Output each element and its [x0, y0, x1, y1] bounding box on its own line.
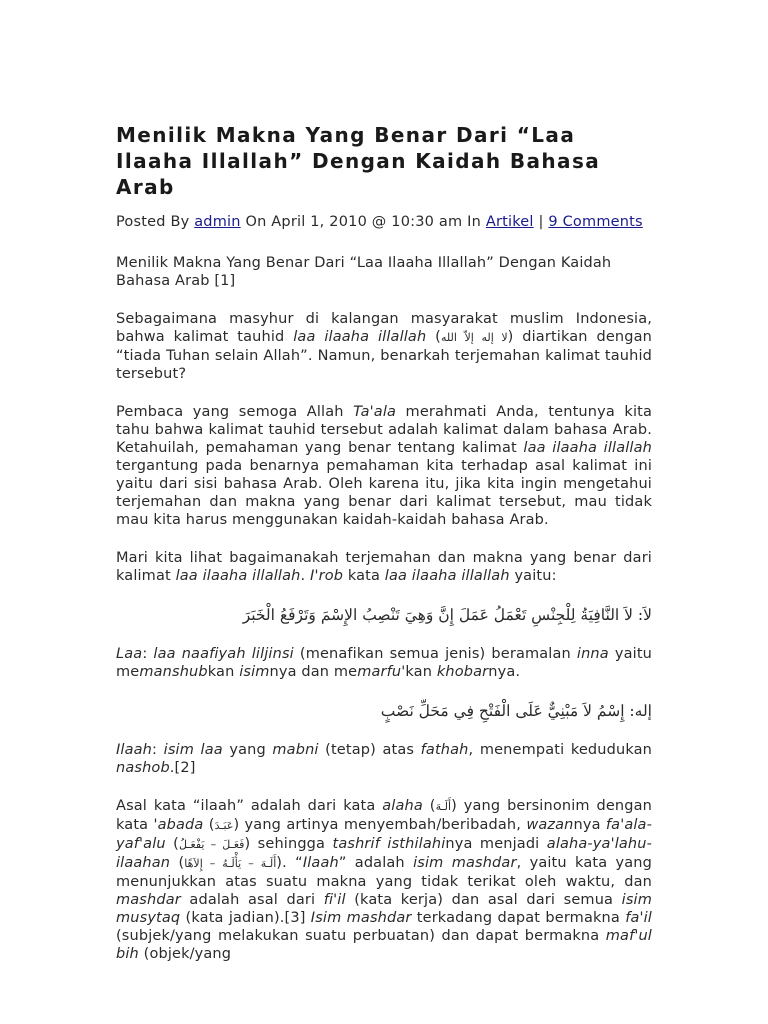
meta-separator: |	[538, 214, 544, 230]
text: (tetap) atas	[318, 742, 421, 758]
text: (menafikan semua jenis) beramalan	[293, 646, 577, 662]
term: laa ilaaha illallah	[523, 440, 652, 456]
text: (objek/yang	[138, 946, 232, 962]
term: mabni	[272, 742, 319, 758]
category-link[interactable]: Artikel	[485, 214, 534, 230]
intro-paragraph: Menilik Makna Yang Benar Dari “Laa Ilaaha Illallah” Dengan Kaidah Bahasa Arab [1]	[116, 255, 612, 289]
text: nya.	[488, 664, 521, 680]
text: (	[170, 855, 185, 871]
text: ) yang artinya menyembah/beribadah,	[233, 817, 527, 833]
text: yaitu:	[509, 568, 557, 584]
paragraph-2	[116, 403, 652, 529]
author-link[interactable]: admin	[194, 214, 241, 230]
text: , yaitu kata yang menunjukkan atas suatu makna yang tidak terikat oleh waktu, dan	[116, 855, 652, 890]
arabic-inline: لا إله إلاّ الله	[440, 331, 508, 344]
term: Ilaah	[302, 855, 339, 871]
text: Mari kita lihat bagaimanakah terjemahan dan makna yang benar dari kalimat	[116, 550, 652, 584]
term: inna	[576, 646, 609, 662]
text: adalah asal dari	[180, 892, 324, 908]
term: tashrif isthilahi	[332, 836, 446, 852]
arabic-inline: عَبَـدَ	[214, 819, 234, 832]
term: laa ilaaha illallah	[175, 568, 301, 584]
term: alaha-ya'lahu-ilaahan	[116, 836, 652, 871]
text: tergantung pada benarnya pemahaman kita terhadap asal kalimat ini yaitu dari sisi bahasa Arab. Oleh karena itu, jika kita ingin mengetahui terjemahan dan makna yang benar dari kalimat tersebut, mau tidak mau kita harus menggunakan kaidah-kaidah bahasa Arab.	[116, 458, 652, 528]
text: terkadang dapat bermakna	[411, 910, 626, 926]
post-meta	[116, 214, 652, 231]
posted-by-label: Posted By	[116, 214, 190, 230]
arabic-irob-laa: لاَ: لاَ النَّافِيَةُ لِلْجِنْسِ تَعْمَلُ عَمَلَ إِنَّ وَهِيَ تَنْصِبُ الإِسْمَ وَتَرْفَعُ الْخَبَرَ	[242, 606, 652, 624]
article	[116, 122, 652, 983]
term: isim	[239, 664, 270, 680]
text: ) sehingga	[244, 836, 333, 852]
term: fi'il	[323, 892, 346, 908]
term: Ta'ala	[353, 404, 397, 420]
term: wazan	[526, 817, 574, 833]
text: nya menjadi	[445, 836, 547, 852]
text: nya dan me	[269, 664, 358, 680]
term: Laa	[116, 646, 143, 662]
text: (	[422, 798, 436, 814]
text: merahmati Anda, tentunya kita tahu bahwa kalimat tauhid tersebut adalah kalimat dalam bahasa Arab. Ketahuilah, pemahaman yang benar tentang kalimat	[116, 404, 652, 456]
text: ). “	[276, 855, 303, 871]
on-label: On	[245, 214, 267, 230]
term: fa'il	[625, 910, 652, 926]
text: ” adalah	[338, 855, 414, 871]
article-title: Menilik Makna Yang Benar Dari “Laa Ilaaha Illallah” Dengan Kaidah Bahasa Arab	[116, 123, 601, 199]
arabic-irob-ilaah: إله: إِسْمُ لاَ مَبْنِيٌّ عَلَى الْفَتْحِ فِي مَحَلِّ نَصْبٍ	[380, 702, 652, 720]
term: isim mashdar	[413, 855, 517, 871]
comments-link[interactable]: 9 Comments	[548, 214, 643, 230]
text: yaitu me	[116, 646, 652, 680]
arabic-inline: فَعَـلَ – يَفْعَـلُ	[178, 838, 245, 851]
term: Isim mashdar	[310, 910, 412, 926]
text: Asal kata “ilaah” adalah dari kata	[116, 798, 383, 814]
text: kan	[207, 664, 240, 680]
in-label: In	[467, 214, 482, 230]
term: manshub	[139, 664, 208, 680]
term: Ilaah	[116, 742, 153, 758]
text: :	[142, 646, 154, 662]
term: mashdar	[116, 892, 181, 908]
term: khobar	[436, 664, 489, 680]
text: , menempati kedudukan	[468, 742, 652, 758]
post-date: April 1, 2010 @ 10:30 am	[271, 214, 463, 230]
text: ) diartikan dengan “tiada Tuhan selain Allah”. Namun, benarkah terjemahan kalimat tauhid tersebut?	[116, 329, 652, 382]
term: laa naafiyah liljinsi	[153, 646, 294, 662]
paragraph-1	[116, 310, 652, 383]
text: yang	[222, 742, 273, 758]
text: :	[152, 742, 164, 758]
text: Pembaca yang semoga Allah	[116, 404, 354, 420]
arabic-inline: أَلَـهَ – يَأْلَـهُ – إِلاَهًا	[184, 857, 277, 870]
term: laa ilaaha illallah	[293, 329, 427, 345]
term: alaha	[382, 798, 423, 814]
paragraph-3	[116, 549, 652, 585]
text: kata	[343, 568, 385, 584]
text: kan	[405, 664, 437, 680]
term: laa ilaaha illallah	[384, 568, 510, 584]
text: (kata kerja) dan asal dari semua	[345, 892, 622, 908]
paragraph-4	[116, 645, 652, 681]
arabic-inline: أَلَـهَ	[435, 800, 452, 813]
text: .	[300, 568, 311, 584]
term: fathah	[420, 742, 469, 758]
paragraph-6	[116, 797, 652, 963]
text: (subjek/yang melakukan suatu perbuatan) dan dapat bermakna	[116, 928, 606, 944]
paragraph-5	[116, 741, 652, 777]
term: fa'ala-yaf'alu	[116, 817, 652, 852]
text: (	[203, 817, 215, 833]
term: maf'ul bih	[116, 928, 652, 962]
text: nya	[573, 817, 606, 833]
text: Sebagaimana masyhur di kalangan masyarakat muslim Indonesia, bahwa kalimat tauhid	[116, 311, 652, 345]
text: (	[426, 329, 441, 345]
text: ) yang bersinonim dengan kata	[116, 798, 652, 833]
term: isim laa	[163, 742, 223, 758]
term: nashob	[116, 760, 170, 776]
term: I'rob	[310, 568, 344, 584]
text: (	[165, 836, 179, 852]
text: .[2]	[169, 760, 196, 776]
text: (kata jadian).[3]	[180, 910, 311, 926]
term: 'abada	[153, 817, 204, 833]
term: isim musytaq	[116, 892, 652, 926]
term: marfu'	[357, 664, 406, 680]
